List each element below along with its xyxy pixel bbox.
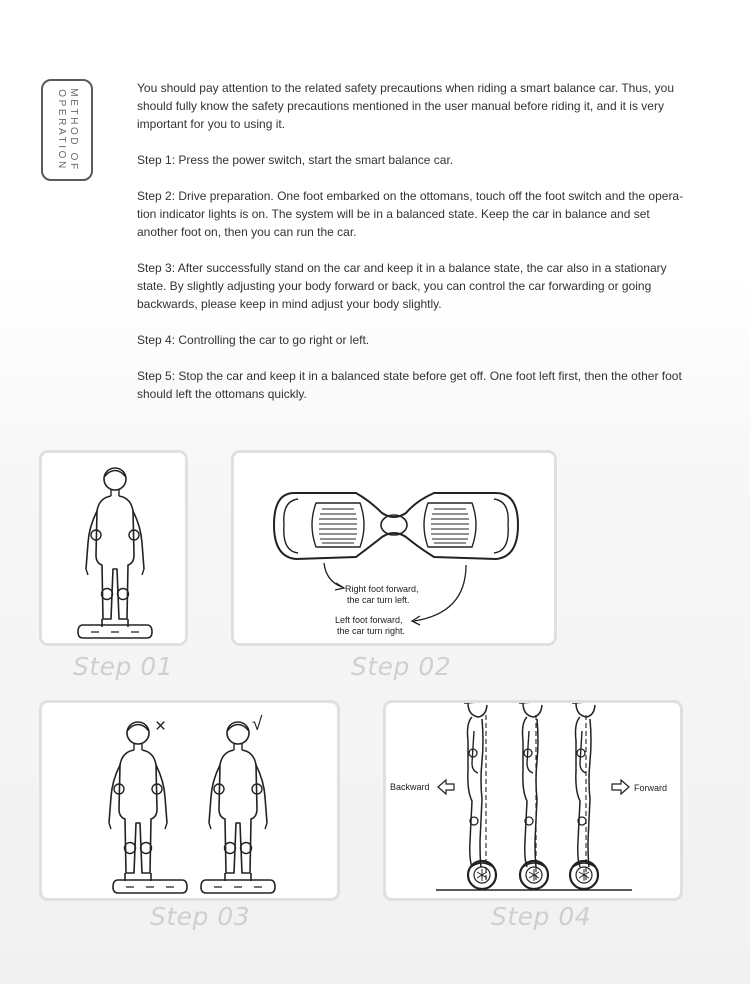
step-03-illustration bbox=[42, 703, 337, 898]
step-04-illustration bbox=[386, 703, 680, 898]
step-01-panel bbox=[39, 450, 188, 646]
intro-paragraph: You should pay attention to the related safety precautions when riding a smart balance car. Thus, you should fully know the safety precautions mentioned in the user manual before riding it, and it is very important for you to using it. bbox=[137, 81, 675, 131]
step-01-caption: Step 01 bbox=[73, 652, 174, 681]
backward-arrow-icon bbox=[438, 780, 454, 794]
balance-board-icon bbox=[78, 625, 152, 638]
wrong-stance-figure bbox=[109, 722, 167, 881]
rider-figure bbox=[86, 468, 144, 627]
step-1-paragraph: Step 1: Press the power switch, start the smart balance car. bbox=[137, 153, 454, 167]
check-mark-icon: √ bbox=[252, 714, 263, 735]
step-04-caption: Step 04 bbox=[491, 902, 592, 931]
wheel-icon bbox=[468, 861, 496, 889]
step-2-paragraph: Step 2: Drive preparation. One foot embarked on the ottomans, touch off the foot switch and the opera-tion indicator lights is on. The system will be in a balanced state. Keep the car in balance and set another foot on, then you can run the car. bbox=[137, 189, 684, 239]
left-foot-line1: Left foot forward, bbox=[335, 615, 403, 625]
right-turn-arrow bbox=[324, 563, 342, 587]
right-foot-line2: the car turn left. bbox=[347, 595, 410, 605]
forward-arrow-icon bbox=[612, 780, 629, 794]
right-foot-line1: Right foot forward, bbox=[345, 584, 419, 594]
correct-stance-figure bbox=[209, 722, 267, 881]
step-03-caption: Step 03 bbox=[150, 902, 251, 931]
step-3-paragraph: Step 3: After successfully stand on the car and keep it in a balance state, the car also in a stationary state. By slightly adjusting your body forward or back, you can control the car forwarding or going backwards, please keep in mind adjust your body slightly. bbox=[137, 261, 667, 311]
step-02-panel bbox=[231, 450, 557, 646]
wheel-icon bbox=[570, 861, 598, 889]
step-02-caption: Step 02 bbox=[351, 652, 452, 681]
right-foot-note bbox=[345, 584, 419, 606]
step-04-panel bbox=[383, 700, 683, 901]
wheel-icon bbox=[520, 861, 548, 889]
section-tag-line1: METHOD OF bbox=[68, 88, 79, 172]
forward-label: Forward bbox=[634, 783, 668, 793]
section-tag-line2: OPERATION bbox=[56, 89, 67, 171]
step-5-paragraph: Step 5: Stop the car and keep it in a balanced state before get off. One foot left first, then the other foot should left the ottomans quickly. bbox=[137, 369, 682, 401]
board-centered-icon bbox=[201, 880, 275, 893]
step-03-panel bbox=[39, 700, 340, 901]
instructions-text bbox=[137, 79, 693, 421]
wrong-mark-icon: × bbox=[155, 716, 167, 737]
left-turn-arrow bbox=[414, 565, 466, 621]
step-01-illustration bbox=[42, 453, 185, 643]
backward-label: Backward bbox=[390, 782, 430, 792]
section-tag-text bbox=[55, 81, 79, 179]
left-foot-note bbox=[335, 615, 405, 637]
left-foot-line2: the car turn right. bbox=[337, 626, 406, 636]
hoverboard-top-view bbox=[274, 493, 518, 559]
step-4-paragraph: Step 4: Controlling the car to go right or left. bbox=[137, 333, 370, 347]
board-offset-icon bbox=[113, 880, 187, 893]
upright-figure bbox=[520, 703, 545, 867]
section-tag bbox=[41, 79, 93, 181]
